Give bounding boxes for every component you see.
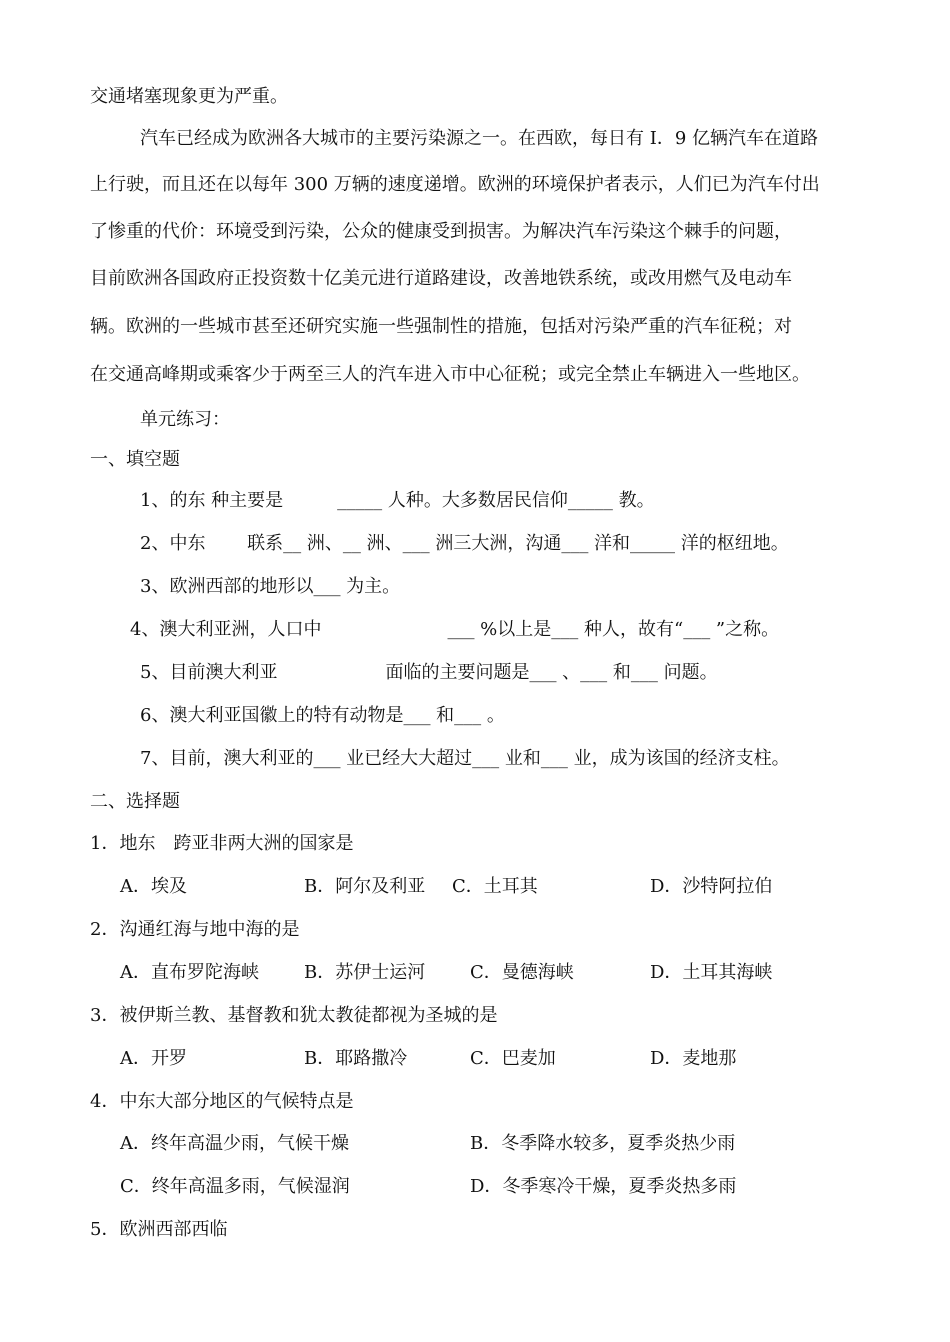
question-stem: 4．中东大部分地区的气候特点是: [90, 1091, 354, 1112]
options-row: [120, 872, 880, 902]
passage-line: 上行驶，而且还在以每年 300 万辆的速度递增。欧洲的环境保护者表示，人们已为汽车付出: [90, 174, 820, 195]
fill-blank-item: 1、的东 种主要是 _____ 人种。大多数居民信仰_____ 教。: [140, 490, 655, 511]
fill-blank-item: 5、目前澳大利亚 面临的主要问题是___ 、___ 和___ 问题。: [140, 662, 718, 683]
option: B．冬季降水较多，夏季炎热少雨: [470, 1133, 736, 1154]
section-heading-multiple-choice: 二、选择题: [90, 791, 180, 812]
option: D．土耳其海峡: [650, 962, 773, 983]
options-row: [120, 1129, 880, 1159]
option: D．冬季寒冷干燥，夏季炎热多雨: [470, 1176, 737, 1197]
option: C．巴麦加: [470, 1048, 556, 1069]
question-stem: 1．地东 跨亚非两大洲的国家是: [90, 833, 354, 854]
option: A．终年高温少雨，气候干燥: [120, 1133, 349, 1154]
option: A．开罗: [120, 1048, 187, 1069]
passage-line: 在交通高峰期或乘客少于两至三人的汽车进入市中心征税；或完全禁止车辆进入一些地区。: [90, 364, 810, 385]
fill-blank-item: 4、澳大利亚洲，人口中 ___ %以上是___ 种人，故有“___ ”之称。: [130, 619, 780, 640]
fill-blank-item: 3、欧洲西部的地形以___ 为主。: [140, 576, 401, 597]
passage-line: 了惨重的代价：环境受到污染，公众的健康受到损害。为解决汽车污染这个棘手的问题，: [90, 221, 792, 242]
option: C．土耳其: [452, 876, 538, 897]
option: B．耶路撒冷: [304, 1048, 408, 1069]
unit-heading: 单元练习：: [140, 409, 230, 430]
question-stem: 5．欧洲西部西临: [90, 1219, 228, 1240]
question-stem: 2．沟通红海与地中海的是: [90, 919, 300, 940]
passage-line: 辆。欧洲的一些城市甚至还研究实施一些强制性的措施，包括对污染严重的汽车征税；对: [90, 316, 792, 337]
option: A．埃及: [120, 876, 187, 897]
option: D．麦地那: [650, 1048, 737, 1069]
option: D．沙特阿拉伯: [650, 876, 773, 897]
option: C．终年高温多雨，气候湿润: [120, 1176, 350, 1197]
fill-blank-item: 6、澳大利亚国徽上的特有动物是___ 和___ 。: [140, 705, 505, 726]
passage-line: 汽车已经成为欧洲各大城市的主要污染源之一。在西欧，每日有 I．9 亿辆汽车在道路: [140, 128, 819, 149]
fill-blank-item: 7、目前，澳大利亚的___ 业已经大大超过___ 业和___ 业，成为该国的经济支柱。: [140, 748, 790, 769]
option: B．阿尔及利亚: [304, 876, 426, 897]
options-row: [120, 1172, 880, 1202]
options-row: [120, 1044, 880, 1074]
option: C．曼德海峡: [470, 962, 574, 983]
section-heading-fill-blank: 一、填空题: [90, 449, 180, 470]
question-stem: 3．被伊斯兰教、基督教和犹太教徒都视为圣城的是: [90, 1005, 498, 1026]
option: B．苏伊士运河: [304, 962, 426, 983]
options-row: [120, 958, 880, 988]
fill-blank-item: 2、中东 联系__ 洲、__ 洲、___ 洲三大洲，沟通___ 洋和_____ 洋的枢纽地。: [140, 533, 789, 554]
option: A．直布罗陀海峡: [120, 962, 259, 983]
passage-line: 目前欧洲各国政府正投资数十亿美元进行道路建设，改善地铁系统，或改用燃气及电动车: [90, 268, 792, 289]
passage-line: 交通堵塞现象更为严重。: [90, 86, 288, 107]
